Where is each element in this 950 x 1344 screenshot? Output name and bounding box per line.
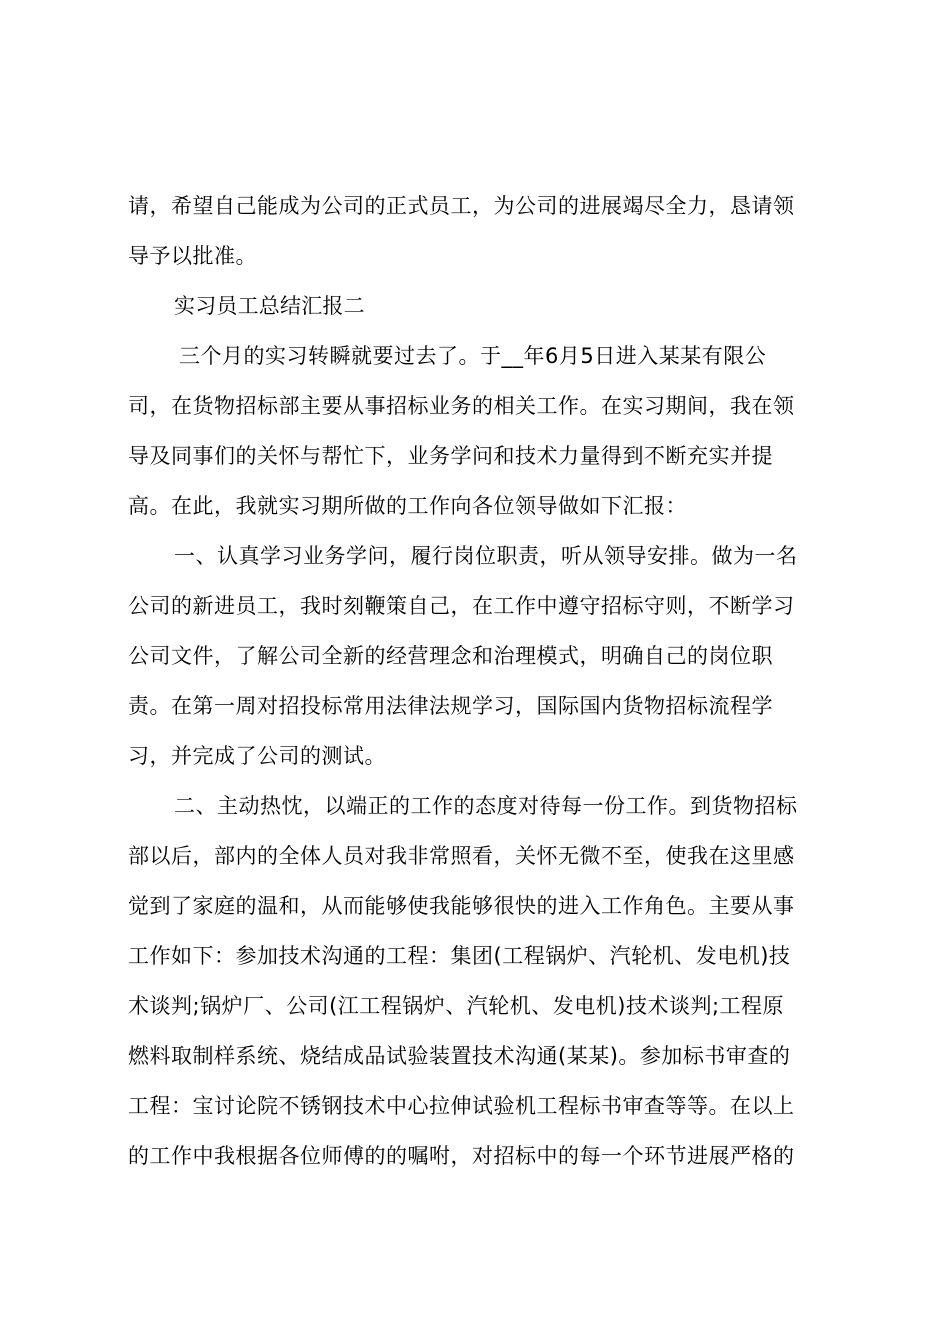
paragraph-line: 燃料取制样系统、烧结成品试验装置技术沟通(某某)。参加标书审查的 bbox=[128, 1044, 791, 1068]
paragraph-line: 公司的新进员工，我时刻鞭策自己，在工作中遵守招标守则，不断学习 bbox=[128, 594, 795, 618]
paragraph-line: 的工作中我根据各位师傅的的嘱咐，对招标中的每一个环节进展严格的 bbox=[128, 1144, 795, 1168]
paragraph-line: 一、认真学习业务学问，履行岗位职责，听从领导安排。做为一名 bbox=[174, 544, 798, 568]
paragraph-line: 司，在货物招标部主要从事招标业务的相关工作。在实习期间，我在领 bbox=[128, 394, 795, 418]
paragraph-line: 导予以批准。 bbox=[128, 244, 257, 268]
paragraph-line: 部以后，部内的全体人员对我非常照看，关怀无微不至，使我在这里感 bbox=[128, 844, 795, 868]
paragraph-line: 二、主动热忱，以端正的工作的态度对待每一份工作。到货物招标 bbox=[174, 794, 798, 818]
paragraph-line: 责。在第一周对招投标常用法律法规学习，国际国内货物招标流程学 bbox=[128, 694, 773, 718]
paragraph-line: 请，希望自己能成为公司的正式员工，为公司的进展竭尽全力，恳请领 bbox=[128, 194, 795, 218]
paragraph-line: 导及同事们的关怀与帮忙下，业务学问和技术力量得到不断充实并提 bbox=[128, 444, 773, 468]
paragraph-line: 工作如下：参加技术沟通的工程：集团(工程锅炉、汽轮机、发电机)技 bbox=[128, 944, 791, 968]
section-heading: 实习员工总结汇报二 bbox=[174, 294, 365, 318]
paragraph-line: 高。在此，我就实习期所做的工作向各位领导做如下汇报： bbox=[128, 494, 687, 518]
paragraph-line: 工程：宝讨论院不锈钢技术中心拉伸试验机工程标书审查等等。在以上 bbox=[128, 1094, 795, 1118]
paragraph-line: 习，并完成了公司的测试。 bbox=[128, 744, 386, 768]
paragraph-line: 术谈判;锅炉厂、公司(江工程锅炉、汽轮机、发电机)技术谈判;工程原 bbox=[128, 994, 785, 1018]
paragraph-line: 三个月的实习转瞬就要过去了。于__年6月5日进入某某有限公 bbox=[179, 344, 767, 368]
paragraph-line: 觉到了家庭的温和，从而能够使我能够很快的进入工作角色。主要从事 bbox=[128, 894, 795, 918]
paragraph-line: 公司文件，了解公司全新的经营理念和治理模式，明确自己的岗位职 bbox=[128, 644, 773, 668]
